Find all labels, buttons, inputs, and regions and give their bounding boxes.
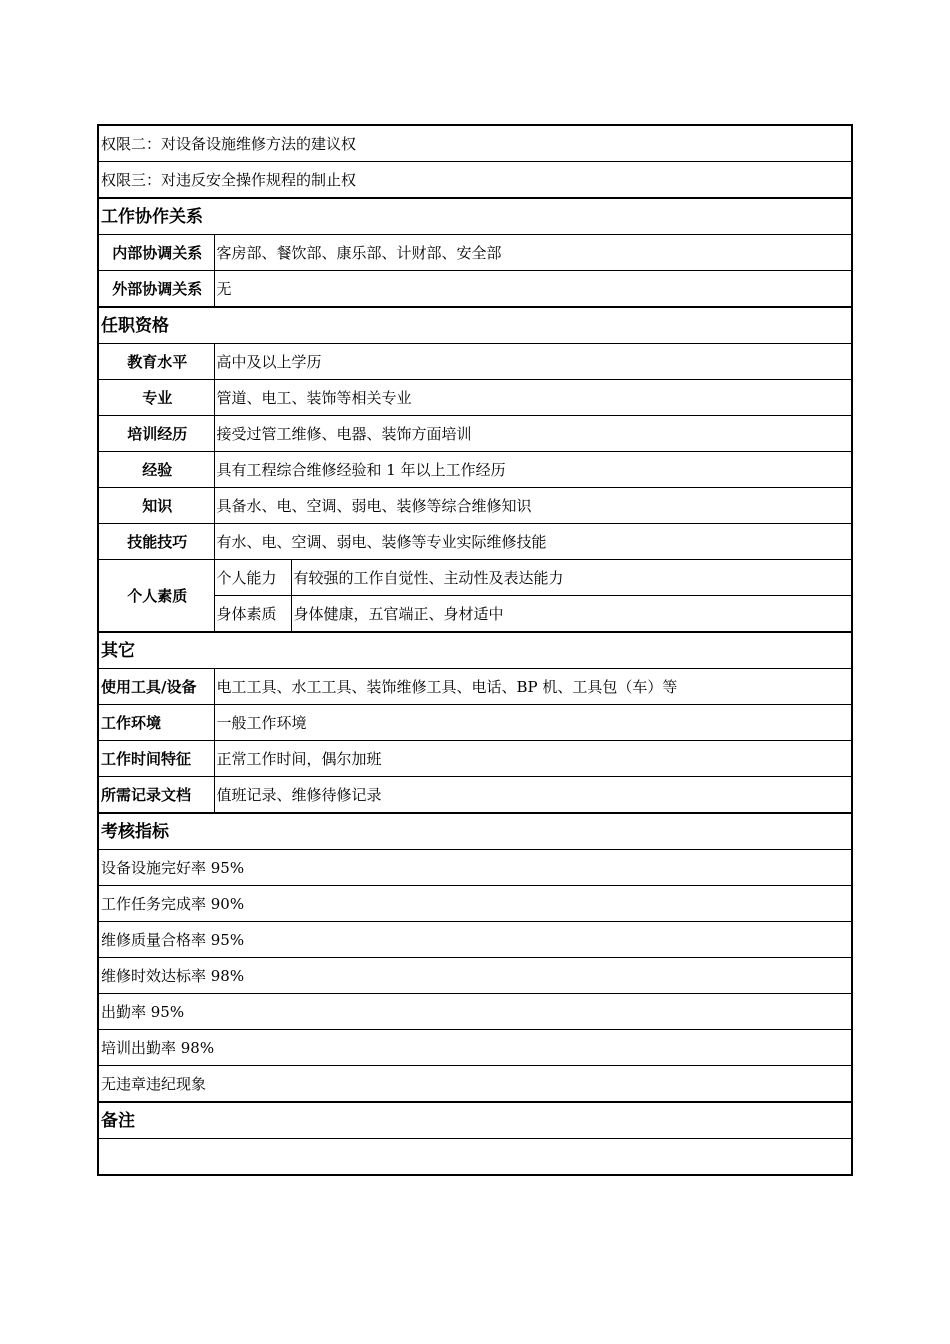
row-value: 具有工程综合维修经验和 1 年以上工作经历 [214,452,852,488]
section-header-remarks [98,1102,852,1139]
permission-text: 权限三：对违反安全操作规程的制止权 [98,162,852,199]
qualification-row-major [98,380,852,416]
permission-text: 权限二：对设备设施维修方法的建议权 [98,125,852,162]
row-label: 知识 [98,488,214,524]
row-label: 内部协调关系 [98,235,214,271]
section-title: 工作协作关系 [98,198,852,235]
section-header-qualifications [98,307,852,344]
row-label: 教育水平 [98,344,214,380]
kpi-item: 维修时效达标率 98% [98,958,852,994]
qualification-row-education [98,344,852,380]
row-value: 值班记录、维修待修记录 [214,777,852,814]
sub-label: 身体素质 [214,596,291,633]
section-title: 任职资格 [98,307,852,344]
job-description-table [97,124,853,1176]
kpi-item: 出勤率 95% [98,994,852,1030]
qualification-row-skills [98,524,852,560]
other-row-records [98,777,852,814]
row-value: 管道、电工、装饰等相关专业 [214,380,852,416]
kpi-row [98,1030,852,1066]
kpi-row [98,886,852,922]
cooperation-row-internal [98,235,852,271]
cooperation-row-external [98,271,852,308]
section-title: 考核指标 [98,813,852,850]
kpi-row [98,958,852,994]
kpi-item: 工作任务完成率 90% [98,886,852,922]
row-value: 一般工作环境 [214,705,852,741]
kpi-item: 设备设施完好率 95% [98,850,852,886]
qualification-row-experience [98,452,852,488]
row-value: 身体健康，五官端正、身材适中 [291,596,852,633]
row-value: 无 [214,271,852,308]
qualification-row-personal-ability [98,560,852,596]
kpi-row [98,1066,852,1103]
row-value: 客房部、餐饮部、康乐部、计财部、安全部 [214,235,852,271]
remarks-value [98,1139,852,1176]
permission-row [98,125,852,162]
kpi-item: 无违章违纪现象 [98,1066,852,1103]
kpi-item: 培训出勤率 98% [98,1030,852,1066]
sub-label: 个人能力 [214,560,291,596]
kpi-row [98,922,852,958]
section-title: 其它 [98,632,852,669]
row-value: 电工工具、水工工具、装饰维修工具、电话、BP 机、工具包（车）等 [214,669,852,705]
kpi-item: 维修质量合格率 95% [98,922,852,958]
row-value: 高中及以上学历 [214,344,852,380]
other-row-worktime [98,741,852,777]
row-label: 使用工具/设备 [98,669,214,705]
row-value: 有较强的工作自觉性、主动性及表达能力 [291,560,852,596]
row-label: 培训经历 [98,416,214,452]
row-label: 技能技巧 [98,524,214,560]
row-label: 个人素质 [98,560,214,633]
row-label: 工作环境 [98,705,214,741]
other-row-environment [98,705,852,741]
permission-row [98,162,852,199]
section-title: 备注 [98,1102,852,1139]
qualification-row-knowledge [98,488,852,524]
section-header-cooperation [98,198,852,235]
row-label: 工作时间特征 [98,741,214,777]
row-label: 经验 [98,452,214,488]
section-header-other [98,632,852,669]
remarks-row [98,1139,852,1176]
row-label: 所需记录文档 [98,777,214,814]
row-value: 接受过管工维修、电器、装饰方面培训 [214,416,852,452]
row-value: 具备水、电、空调、弱电、装修等综合维修知识 [214,488,852,524]
qualification-row-training [98,416,852,452]
kpi-row [98,994,852,1030]
other-row-tools [98,669,852,705]
section-header-kpi [98,813,852,850]
row-label: 专业 [98,380,214,416]
row-label: 外部协调关系 [98,271,214,308]
row-value: 有水、电、空调、弱电、装修等专业实际维修技能 [214,524,852,560]
kpi-row [98,850,852,886]
row-value: 正常工作时间，偶尔加班 [214,741,852,777]
